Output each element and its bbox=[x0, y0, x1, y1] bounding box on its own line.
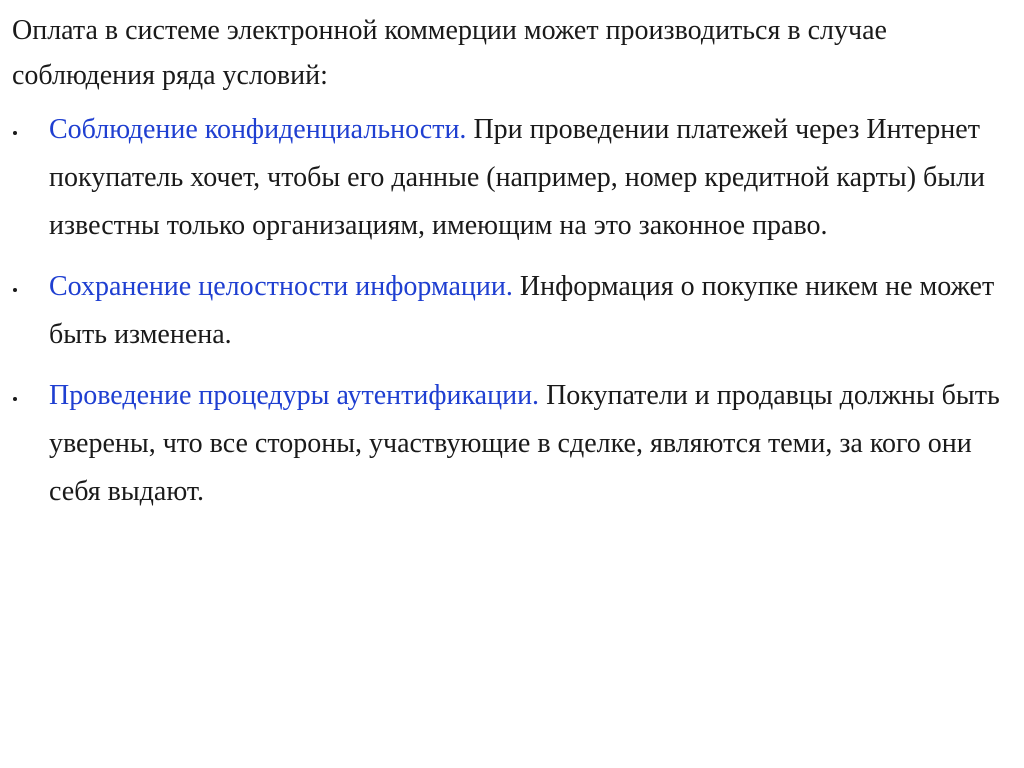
term-confidentiality: Соблюдение конфиденциальности. bbox=[49, 114, 467, 145]
description-authentication: Покупатели и продавцы должны быть уверены, что все стороны, участвующие в сделке, являются теми, за кого они себя выдают. bbox=[49, 380, 1000, 507]
list-item-authentication bbox=[12, 372, 1010, 516]
bullet-dot-icon bbox=[12, 372, 26, 420]
description-confidentiality: При проведении платежей через Интернет покупатель хочет, чтобы его данные (например, номер кредитной карты) были известны только организациям, имеющим на это законное право. bbox=[49, 114, 986, 241]
bullet-dot-icon bbox=[12, 106, 26, 154]
bullet-dot-icon bbox=[12, 263, 26, 311]
term-authentication: Проведение процедуры аутентификации. bbox=[49, 380, 540, 411]
list-item-integrity bbox=[12, 263, 1010, 359]
intro-paragraph: Оплата в системе электронной коммерции может производиться в случае соблюдения ряда условий: bbox=[12, 15, 887, 91]
description-integrity: Информация о покупке никем не может быть изменена. bbox=[49, 271, 995, 350]
term-integrity: Сохранение целостности информации. bbox=[49, 271, 513, 302]
list-item-confidentiality bbox=[12, 106, 1010, 250]
conditions-list bbox=[12, 106, 1010, 516]
